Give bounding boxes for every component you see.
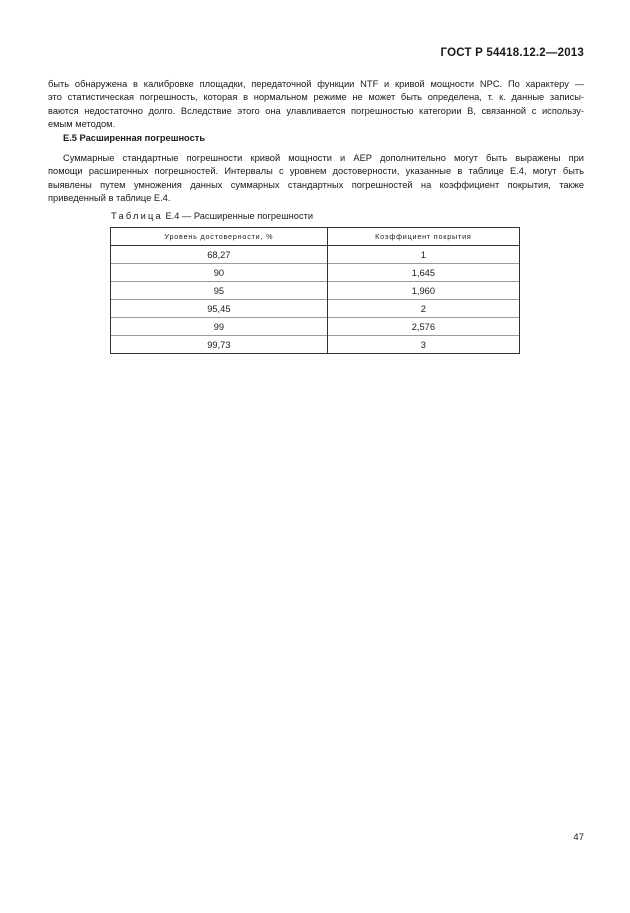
paragraph-line: выявлены путем умножения данных суммарных стандартных погрешностей на коэффициент покрытия, также	[48, 179, 584, 190]
table-row	[111, 336, 520, 354]
page-number: 47	[573, 832, 584, 843]
table-cell: 1,645	[327, 264, 519, 282]
table-cell: 2	[327, 300, 519, 318]
table-caption	[111, 211, 313, 221]
paragraph-line: помощи расширенных погрешностей. Интервалы с уровнем достоверности, указанные в таблице Е.4, могут быть	[48, 166, 584, 177]
table-row	[111, 318, 520, 336]
section-title: Е.5 Расширенная погрешность	[63, 133, 206, 143]
paragraph-measurement-uncertainty	[48, 78, 584, 132]
paragraph-line: емым методом.	[48, 119, 116, 130]
table-cell: 95	[111, 282, 328, 300]
table-row	[111, 246, 520, 264]
table-cell: 1	[327, 246, 519, 264]
column-header-coverage-factor: Коэффициент покрытия	[327, 228, 519, 246]
table-caption-word: Таблица	[111, 211, 163, 221]
document-header: ГОСТ Р 54418.12.2—2013	[440, 47, 584, 59]
table-header-row	[111, 228, 520, 246]
paragraph-expanded-uncertainty	[48, 152, 584, 206]
expanded-uncertainty-table	[110, 227, 520, 354]
paragraph-line: приведенный в таблице Е.4.	[48, 193, 171, 204]
paragraph-line: ваются недостаточно долго. Вследствие этого она улавливается погрешностью категории В, связанной с использу-	[48, 105, 584, 116]
table-cell: 95,45	[111, 300, 328, 318]
table-caption-title: Е.4 — Расширенные погрешности	[165, 211, 314, 221]
paragraph-line: это статистическая погрешность, которая в нормальном режиме не может быть определена, т. к. данные записы-	[48, 92, 584, 103]
table-row	[111, 282, 520, 300]
table-row	[111, 264, 520, 282]
paragraph-line: быть обнаружена в калибровке площадки, передаточной функции NTF и кривой мощности NPC. По характеру —	[48, 79, 584, 89]
paragraph-line: Суммарные стандартные погрешности кривой мощности и AEP дополнительно могут быть выражены при	[63, 153, 584, 163]
table-cell: 1,960	[327, 282, 519, 300]
table-cell: 68,27	[111, 246, 328, 264]
column-header-confidence-level: Уровень достоверности, %	[111, 228, 328, 246]
table-cell: 3	[327, 336, 519, 354]
table-cell: 90	[111, 264, 328, 282]
table-cell: 2,576	[327, 318, 519, 336]
table-cell: 99	[111, 318, 328, 336]
table-cell: 99,73	[111, 336, 328, 354]
table-row	[111, 300, 520, 318]
